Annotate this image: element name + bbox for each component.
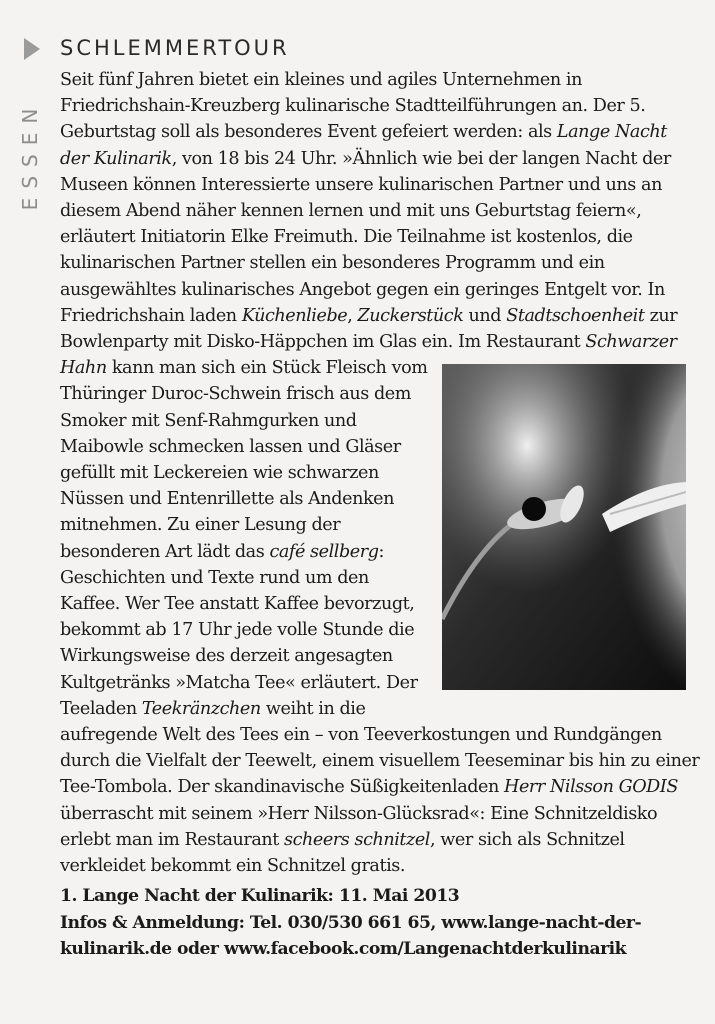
event-name: Lange Nacht der Kulinarik [60,122,667,169]
venue-zuckerstueck: Zuckerstück [357,305,464,326]
venue-kuechenliebe: Küchenliebe [241,305,348,326]
article-paragraph: Seit fünf Jahren bietet ein kleines und agiles Unternehmen in Friedrichshain-Kreuzberg kulinarische Stadtteilführungen an. Der 5. Geburtstag soll als besonderes Event gefeiert werden: als Lange Nacht der Kulinarik, von 18 bis 24 Uhr. »Ähnlich wie bei der langen Nacht der Museen können Interessierte unsere kulinarischen Partner und uns an diesem Abend näher kennen lernen und mit uns Geburtstag feiern«, erläutert Initiatorin Elke Freimuth. Die Teilnahme ist kostenlos, die kulinarischen Partner stellen ein besonderes Programm und ein ausgewähltes kulinarisches Angebot gegen ein geringes Entgelt vor. In Friedrichshain laden Küchenliebe, Zuckerstück und Stadtschoenheit zur Bowlenparty mit Disko-Häppchen im Glas ein. Im Restaurant Schwarzer Hahn kann man sich ein Stück Fleisch vom Thüringer Duroc-Schwein frisch aus dem Smoker mit Senf-Rahmgurken und Maibowle schmecken lassen und Gläser gefüllt mit Leckereien wie schwarzen Nüssen und Entenrillette als Andenken mitnehmen. Zu einer Lesung der besonderen Art lädt das café sellberg: Geschichten und Texte rund um den Kaffee. Wer Tee anstatt Kaffee bevorzugt, bekommt ab 17 Uhr jede volle Stunde die Wirkungsweise des derzeit angesagten Kultgetränks »Matcha Tee« erläutert. Der Teeladen Teekränzchen weiht in die aufregende Welt des Tees ein – von Teeverkostungen und Rundgängen durch die Vielfalt der Teewelt, einem visuellem Teeseminar bis hin zu einer Tee-Tombola. Der skandinavische Süßigkeitenladen Herr Nilsson GODIS überrascht mit seinem »Herr Nilsson-Glücksrad«: Eine Schnitzeldisko erlebt man im Restaurant scheers schnitzel, wer sich als Schnitzel verkleidet bekommt ein Schnitzel gratis. [60,67,700,879]
event-contact: Infos & Anmeldung: Tel. 030/530 661 65, www.lange-nacht-der-kulinarik.de oder www.facebook.com/Langenachtderkulinarik [60,912,642,960]
article-body [60,67,700,963]
event-date: 1. Lange Nacht der Kulinarik: 11. Mai 2013 [60,886,460,907]
section-tab [18,38,46,211]
venue-schwarzer-hahn: Schwarzer Hahn [60,332,677,379]
venue-scheers-schnitzel: scheers schnitzel [284,829,430,850]
event-info [60,883,700,963]
section-label: ESSEN [18,99,42,211]
venue-cafe-sellberg: café sellberg [269,541,379,562]
spoon-photo [442,364,686,690]
article-title: SCHLEMMERTOUR [60,36,290,60]
venue-herr-nilsson: Herr Nilsson GODIS [504,777,678,798]
section-arrow-icon [24,38,40,60]
venue-stadtschoenheit: Stadtschoenheit [506,305,645,326]
venue-teekraenzchen: Teekränzchen [141,698,261,719]
